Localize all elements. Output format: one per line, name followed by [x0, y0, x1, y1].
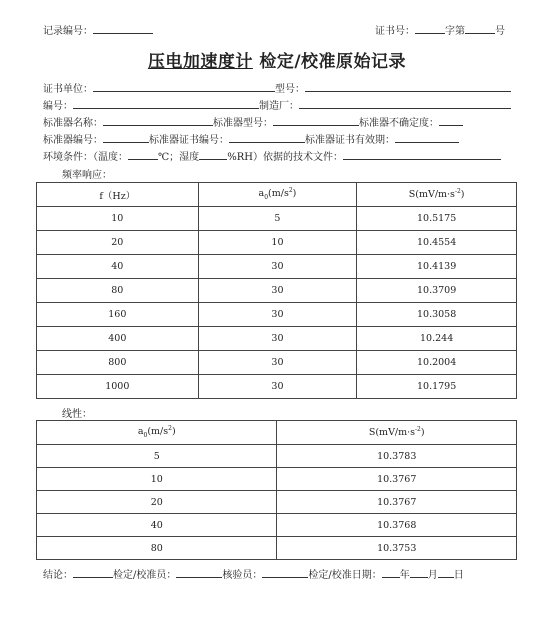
table-cell: 10	[198, 231, 357, 255]
table-row	[37, 375, 517, 399]
cert-unit-label: 证书单位：	[43, 84, 93, 95]
table-row	[37, 468, 517, 491]
table-cell: 5	[37, 445, 277, 468]
serial-blank[interactable]	[73, 98, 259, 109]
table-cell: 10.3767	[277, 468, 517, 491]
table-cell: 160	[37, 303, 199, 327]
title-instrument: 压电加速度计	[147, 52, 253, 72]
certificate-seq-blank[interactable]	[465, 23, 495, 34]
table-cell: 400	[37, 327, 199, 351]
std-uncertainty-blank[interactable]	[439, 115, 463, 126]
table-cell: 30	[198, 327, 357, 351]
tech-doc-blank[interactable]	[343, 149, 501, 160]
env-celsius-label: ℃；湿度	[158, 152, 200, 163]
table-row	[37, 279, 517, 303]
table-cell: 10.3783	[277, 445, 517, 468]
table-cell: 10	[37, 207, 199, 231]
freq-header-a0: $a_0(m/s^2)$	[198, 183, 357, 207]
manufacturer-blank[interactable]	[299, 98, 511, 109]
frequency-response-label: 频率响应：	[62, 170, 112, 181]
calibrator-label: 检定/校准员：	[113, 570, 177, 581]
std-serial-row	[43, 131, 459, 146]
day-blank[interactable]	[438, 567, 454, 578]
table-cell: 10.1795	[357, 375, 517, 399]
linearity-label: 线性：	[62, 409, 92, 420]
record-number-label: 记录编号：	[43, 26, 93, 37]
frequency-response-table	[36, 182, 517, 399]
table-row	[37, 303, 517, 327]
std-name-row	[43, 114, 463, 129]
table-cell: 40	[37, 255, 199, 279]
month-blank[interactable]	[410, 567, 428, 578]
page-title	[0, 47, 554, 72]
serial-row	[43, 97, 511, 112]
table-cell: 30	[198, 303, 357, 327]
cert-unit-blank[interactable]	[93, 81, 275, 92]
table-cell: 10.3753	[277, 537, 517, 560]
day-label: 日	[453, 570, 464, 581]
title-rest: 检定/校准原始记录	[252, 52, 407, 72]
calibrator-blank[interactable]	[176, 567, 222, 578]
model-blank[interactable]	[305, 81, 511, 92]
year-blank[interactable]	[382, 567, 400, 578]
certificate-zi-label: 字第	[445, 26, 465, 37]
table-cell: 10.4139	[357, 255, 517, 279]
checker-blank[interactable]	[262, 567, 308, 578]
std-name-blank[interactable]	[103, 115, 213, 126]
temperature-blank[interactable]	[128, 149, 158, 160]
conclusion-blank[interactable]	[73, 567, 113, 578]
table-row	[37, 537, 517, 560]
lin-header-a0: $a_0(m/s^2)$	[37, 421, 277, 445]
checker-label: 核验员：	[222, 570, 263, 581]
table-cell: 10.244	[357, 327, 517, 351]
std-name-label: 标准器名称：	[43, 118, 103, 129]
lin-header-row	[37, 421, 517, 445]
table-cell: 10.3058	[357, 303, 517, 327]
std-model-label: 标准器型号：	[213, 118, 273, 129]
table-row	[37, 207, 517, 231]
std-serial-label: 标准器编号：	[43, 135, 103, 146]
lin-header-s: $S(mV/m\cdot s^{-2})$	[277, 421, 517, 445]
month-label: 月	[427, 570, 438, 581]
linearity-table	[36, 420, 517, 560]
manufacturer-label: 制造厂：	[259, 101, 299, 112]
std-cert-no-blank[interactable]	[229, 132, 305, 143]
table-cell: 30	[198, 279, 357, 303]
table-cell: 10.3767	[277, 491, 517, 514]
cert-unit-row	[43, 80, 511, 95]
footer-row	[43, 566, 464, 581]
table-cell: 20	[37, 491, 277, 514]
table-cell: 10.3768	[277, 514, 517, 537]
std-uncertainty-label: 标准器不确定度：	[359, 118, 439, 129]
table-row	[37, 327, 517, 351]
table-cell: 80	[37, 537, 277, 560]
table-cell: 20	[37, 231, 199, 255]
table-cell: 30	[198, 351, 357, 375]
table-row	[37, 231, 517, 255]
conclusion-label: 结论：	[43, 570, 73, 581]
humidity-blank[interactable]	[199, 149, 227, 160]
environment-row	[43, 148, 501, 163]
freq-header-row	[37, 183, 517, 207]
std-cert-valid-blank[interactable]	[395, 132, 459, 143]
table-cell: 5	[198, 207, 357, 231]
std-serial-blank[interactable]	[103, 132, 149, 143]
certificate-hao-label: 号	[495, 26, 505, 37]
serial-label: 编号：	[43, 101, 73, 112]
certificate-number-row	[375, 22, 505, 37]
table-cell: 10.2004	[357, 351, 517, 375]
certificate-number-label: 证书号：	[375, 26, 415, 37]
certificate-prefix-blank[interactable]	[415, 23, 445, 34]
record-number-row	[43, 22, 153, 37]
table-row	[37, 255, 517, 279]
freq-header-s: $S(mV/m\cdot s^{-2})$	[357, 183, 517, 207]
table-row	[37, 351, 517, 375]
table-row	[37, 491, 517, 514]
env-rh-label: %RH）依据的技术文件：	[227, 152, 343, 163]
table-cell: 30	[198, 255, 357, 279]
table-cell: 40	[37, 514, 277, 537]
std-cert-valid-label: 标准器证书有效期：	[305, 135, 395, 146]
table-row	[37, 445, 517, 468]
record-number-blank[interactable]	[93, 23, 153, 34]
std-cert-no-label: 标准器证书编号：	[149, 135, 229, 146]
year-label: 年	[399, 570, 410, 581]
table-cell: 1000	[37, 375, 199, 399]
table-cell: 10.5175	[357, 207, 517, 231]
table-row	[37, 514, 517, 537]
date-label: 检定/校准日期：	[308, 570, 382, 581]
table-cell: 80	[37, 279, 199, 303]
std-model-blank[interactable]	[273, 115, 359, 126]
table-cell: 10.3709	[357, 279, 517, 303]
table-cell: 10.4554	[357, 231, 517, 255]
table-cell: 800	[37, 351, 199, 375]
model-label: 型号：	[275, 84, 305, 95]
env-prefix-label: 环境条件：（温度：	[43, 152, 128, 163]
freq-header-f: f（Hz）	[37, 183, 199, 207]
table-cell: 10	[37, 468, 277, 491]
table-cell: 30	[198, 375, 357, 399]
